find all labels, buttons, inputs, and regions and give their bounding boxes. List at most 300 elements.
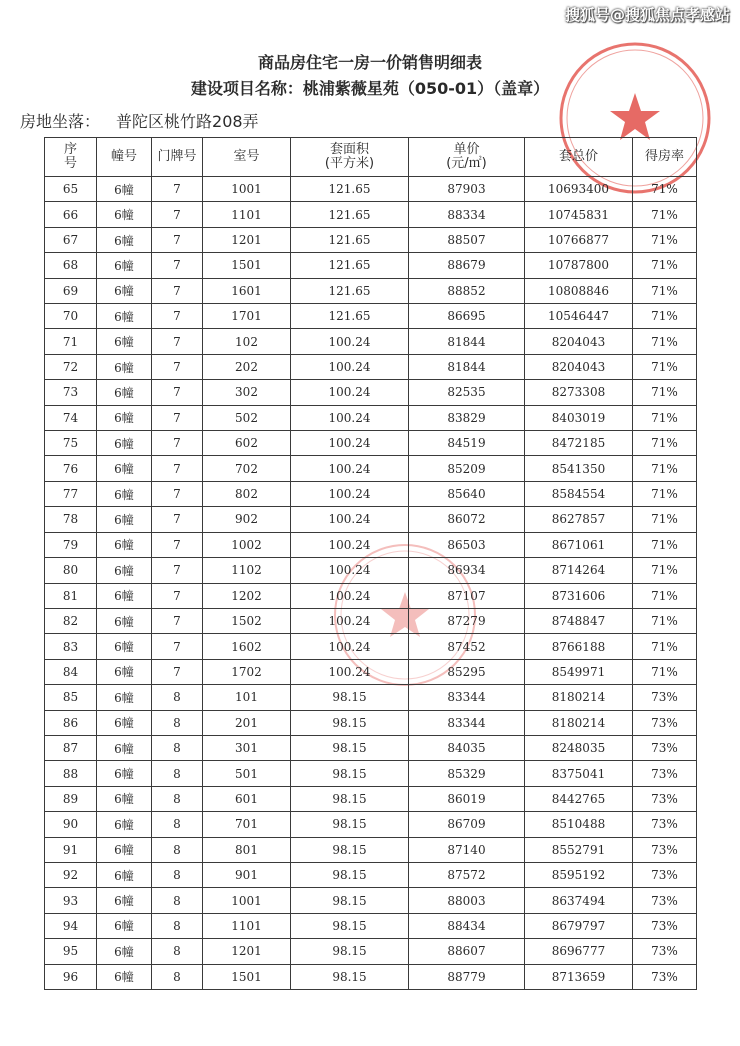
table-header-row [45,138,697,177]
cell-unit-price: 87452 [409,634,525,659]
cell-unit-price: 86019 [409,786,525,811]
cell-room: 1101 [203,202,291,227]
cell-room: 602 [203,431,291,456]
header-area: 套面积 (平方米) [291,138,409,177]
cell-seq: 84 [45,659,97,684]
cell-building: 6幢 [97,761,152,786]
table-row [45,761,697,786]
cell-area: 98.15 [291,735,409,760]
cell-unit-price: 86709 [409,812,525,837]
cell-seq: 79 [45,532,97,557]
cell-efficiency: 71% [633,177,697,202]
cell-unit-price: 88507 [409,227,525,252]
cell-unit-price: 86695 [409,304,525,329]
cell-total-price: 8671061 [525,532,633,557]
cell-door: 8 [152,964,203,989]
cell-room: 101 [203,685,291,710]
cell-building: 6幢 [97,532,152,557]
cell-area: 98.15 [291,862,409,887]
cell-unit-price: 81844 [409,354,525,379]
cell-room: 801 [203,837,291,862]
table-row [45,583,697,608]
cell-door: 7 [152,227,203,252]
cell-unit-price: 86503 [409,532,525,557]
table-row [45,253,697,278]
table-row [45,354,697,379]
cell-efficiency: 73% [633,939,697,964]
table-row [45,278,697,303]
cell-efficiency: 73% [633,786,697,811]
cell-building: 6幢 [97,558,152,583]
table-row [45,634,697,659]
cell-unit-price: 87572 [409,862,525,887]
cell-building: 6幢 [97,202,152,227]
cell-room: 1702 [203,659,291,684]
cell-room: 1501 [203,253,291,278]
cell-door: 8 [152,761,203,786]
table-row [45,532,697,557]
cell-total-price: 10766877 [525,227,633,252]
cell-door: 7 [152,253,203,278]
cell-total-price: 8731606 [525,583,633,608]
cell-seq: 81 [45,583,97,608]
cell-area: 100.24 [291,558,409,583]
property-location [20,109,259,132]
cell-building: 6幢 [97,405,152,430]
cell-area: 98.15 [291,964,409,989]
cell-unit-price: 87140 [409,837,525,862]
cell-total-price: 8748847 [525,608,633,633]
cell-efficiency: 71% [633,304,697,329]
cell-efficiency: 73% [633,812,697,837]
cell-door: 8 [152,812,203,837]
cell-seq: 89 [45,786,97,811]
header-total-price: 套总价 [525,138,633,177]
cell-building: 6幢 [97,253,152,278]
cell-room: 1701 [203,304,291,329]
cell-unit-price: 86072 [409,507,525,532]
cell-area: 98.15 [291,888,409,913]
cell-unit-price: 86934 [409,558,525,583]
cell-door: 7 [152,354,203,379]
cell-total-price: 8248035 [525,735,633,760]
cell-efficiency: 71% [633,227,697,252]
cell-door: 7 [152,659,203,684]
cell-door: 8 [152,786,203,811]
cell-area: 100.24 [291,405,409,430]
table-row [45,913,697,938]
cell-efficiency: 71% [633,558,697,583]
cell-efficiency: 71% [633,405,697,430]
cell-total-price: 8403019 [525,405,633,430]
cell-seq: 93 [45,888,97,913]
cell-total-price: 8549971 [525,659,633,684]
cell-unit-price: 88334 [409,202,525,227]
cell-building: 6幢 [97,812,152,837]
cell-building: 6幢 [97,710,152,735]
cell-total-price: 10693400 [525,177,633,202]
cell-building: 6幢 [97,888,152,913]
cell-room: 1001 [203,177,291,202]
cell-seq: 85 [45,685,97,710]
cell-room: 1001 [203,888,291,913]
cell-efficiency: 71% [633,253,697,278]
cell-building: 6幢 [97,481,152,506]
cell-seq: 90 [45,812,97,837]
cell-building: 6幢 [97,685,152,710]
cell-room: 1502 [203,608,291,633]
table-row [45,304,697,329]
cell-efficiency: 71% [633,431,697,456]
cell-total-price: 8552791 [525,837,633,862]
cell-seq: 78 [45,507,97,532]
cell-door: 7 [152,532,203,557]
cell-efficiency: 71% [633,583,697,608]
cell-door: 7 [152,177,203,202]
cell-efficiency: 73% [633,862,697,887]
cell-total-price: 8713659 [525,964,633,989]
cell-unit-price: 88607 [409,939,525,964]
table-row [45,786,697,811]
table-row [45,227,697,252]
cell-door: 7 [152,481,203,506]
cell-door: 7 [152,456,203,481]
cell-area: 100.24 [291,431,409,456]
cell-area: 100.24 [291,659,409,684]
cell-building: 6幢 [97,227,152,252]
cell-total-price: 10808846 [525,278,633,303]
cell-area: 98.15 [291,685,409,710]
cell-building: 6幢 [97,659,152,684]
cell-building: 6幢 [97,786,152,811]
cell-building: 6幢 [97,583,152,608]
cell-total-price: 10745831 [525,202,633,227]
cell-unit-price: 88003 [409,888,525,913]
cell-unit-price: 81844 [409,329,525,354]
table-row [45,431,697,456]
cell-unit-price: 87107 [409,583,525,608]
cell-building: 6幢 [97,913,152,938]
cell-seq: 65 [45,177,97,202]
cell-efficiency: 71% [633,456,697,481]
header-door: 门牌号 [152,138,203,177]
table-row [45,939,697,964]
cell-seq: 66 [45,202,97,227]
cell-efficiency: 71% [633,202,697,227]
cell-efficiency: 73% [633,761,697,786]
cell-building: 6幢 [97,329,152,354]
cell-door: 7 [152,202,203,227]
cell-seq: 76 [45,456,97,481]
cell-seq: 77 [45,481,97,506]
cell-unit-price: 88679 [409,253,525,278]
cell-building: 6幢 [97,431,152,456]
cell-room: 501 [203,761,291,786]
cell-building: 6幢 [97,964,152,989]
cell-total-price: 8541350 [525,456,633,481]
cell-efficiency: 71% [633,532,697,557]
cell-total-price: 8714264 [525,558,633,583]
cell-building: 6幢 [97,735,152,760]
watermark: 搜狐号@搜狐焦点孝感站 [564,6,730,24]
cell-total-price: 8180214 [525,710,633,735]
cell-seq: 82 [45,608,97,633]
cell-room: 1602 [203,634,291,659]
cell-unit-price: 83344 [409,710,525,735]
cell-building: 6幢 [97,278,152,303]
cell-seq: 87 [45,735,97,760]
cell-door: 7 [152,558,203,583]
cell-area: 121.65 [291,202,409,227]
cell-door: 8 [152,862,203,887]
cell-building: 6幢 [97,380,152,405]
cell-unit-price: 85329 [409,761,525,786]
table-row [45,964,697,989]
table-row [45,380,697,405]
cell-area: 121.65 [291,278,409,303]
cell-area: 121.65 [291,304,409,329]
cell-efficiency: 73% [633,913,697,938]
table-row [45,456,697,481]
cell-seq: 80 [45,558,97,583]
cell-total-price: 8510488 [525,812,633,837]
cell-area: 100.24 [291,456,409,481]
cell-door: 7 [152,634,203,659]
cell-total-price: 8637494 [525,888,633,913]
cell-unit-price: 84035 [409,735,525,760]
cell-door: 8 [152,710,203,735]
cell-building: 6幢 [97,177,152,202]
cell-building: 6幢 [97,862,152,887]
cell-seq: 71 [45,329,97,354]
cell-area: 100.24 [291,481,409,506]
cell-total-price: 8595192 [525,862,633,887]
table-row [45,710,697,735]
cell-building: 6幢 [97,507,152,532]
cell-seq: 70 [45,304,97,329]
cell-area: 100.24 [291,354,409,379]
cell-door: 8 [152,939,203,964]
cell-area: 100.24 [291,634,409,659]
table-row [45,812,697,837]
cell-total-price: 8375041 [525,761,633,786]
cell-total-price: 8627857 [525,507,633,532]
cell-area: 100.24 [291,532,409,557]
cell-room: 302 [203,380,291,405]
cell-room: 202 [203,354,291,379]
cell-unit-price: 88434 [409,913,525,938]
cell-door: 7 [152,329,203,354]
cell-area: 98.15 [291,761,409,786]
table-row [45,558,697,583]
cell-room: 901 [203,862,291,887]
header-building: 幢号 [97,138,152,177]
cell-efficiency: 73% [633,710,697,735]
cell-unit-price: 84519 [409,431,525,456]
cell-unit-price: 85209 [409,456,525,481]
cell-unit-price: 85295 [409,659,525,684]
cell-door: 7 [152,507,203,532]
cell-room: 1601 [203,278,291,303]
location-label: 房地坐落： [20,112,101,131]
cell-door: 7 [152,405,203,430]
cell-area: 98.15 [291,786,409,811]
cell-area: 100.24 [291,329,409,354]
cell-total-price: 8204043 [525,354,633,379]
cell-efficiency: 73% [633,888,697,913]
cell-seq: 69 [45,278,97,303]
cell-seq: 73 [45,380,97,405]
cell-room: 1201 [203,227,291,252]
table-row [45,202,697,227]
header-efficiency: 得房率 [633,138,697,177]
cell-seq: 75 [45,431,97,456]
cell-total-price: 8273308 [525,380,633,405]
document-title: 商品房住宅一房一价销售明细表 [257,53,482,72]
cell-efficiency: 71% [633,380,697,405]
cell-unit-price: 88779 [409,964,525,989]
table-row [45,329,697,354]
cell-room: 502 [203,405,291,430]
cell-room: 701 [203,812,291,837]
cell-total-price: 8204043 [525,329,633,354]
cell-seq: 92 [45,862,97,887]
cell-total-price: 10787800 [525,253,633,278]
cell-efficiency: 73% [633,964,697,989]
cell-room: 1002 [203,532,291,557]
cell-area: 100.24 [291,583,409,608]
cell-seq: 83 [45,634,97,659]
cell-unit-price: 82535 [409,380,525,405]
cell-total-price: 8180214 [525,685,633,710]
cell-building: 6幢 [97,634,152,659]
cell-seq: 88 [45,761,97,786]
cell-room: 102 [203,329,291,354]
header-room: 室号 [203,138,291,177]
cell-room: 802 [203,481,291,506]
cell-seq: 72 [45,354,97,379]
cell-total-price: 8679797 [525,913,633,938]
cell-area: 100.24 [291,507,409,532]
table-row [45,405,697,430]
table-row [45,481,697,506]
cell-building: 6幢 [97,304,152,329]
cell-area: 98.15 [291,939,409,964]
cell-room: 301 [203,735,291,760]
cell-area: 98.15 [291,812,409,837]
cell-total-price: 8766188 [525,634,633,659]
cell-area: 98.15 [291,837,409,862]
header-seq: 序 号 [45,138,97,177]
cell-seq: 86 [45,710,97,735]
cell-area: 121.65 [291,253,409,278]
cell-efficiency: 73% [633,685,697,710]
table-row [45,507,697,532]
cell-building: 6幢 [97,354,152,379]
header-unit-price: 单价 (元/㎡) [409,138,525,177]
cell-efficiency: 71% [633,278,697,303]
cell-door: 8 [152,735,203,760]
cell-efficiency: 71% [633,354,697,379]
cell-area: 100.24 [291,608,409,633]
cell-room: 702 [203,456,291,481]
sales-table [44,137,697,990]
cell-total-price: 8696777 [525,939,633,964]
cell-seq: 95 [45,939,97,964]
cell-door: 8 [152,837,203,862]
cell-total-price: 10546447 [525,304,633,329]
cell-efficiency: 71% [633,634,697,659]
cell-door: 7 [152,380,203,405]
cell-seq: 74 [45,405,97,430]
cell-unit-price: 88852 [409,278,525,303]
cell-building: 6幢 [97,837,152,862]
cell-area: 98.15 [291,913,409,938]
cell-unit-price: 87279 [409,608,525,633]
cell-efficiency: 71% [633,481,697,506]
cell-unit-price: 87903 [409,177,525,202]
cell-seq: 96 [45,964,97,989]
cell-door: 7 [152,583,203,608]
location-value: 普陀区桃竹路208弄 [116,112,259,131]
cell-efficiency: 71% [633,507,697,532]
cell-unit-price: 83344 [409,685,525,710]
project-name: 建设项目名称：桃浦紫薇星苑（050-01）（盖章） [190,79,550,98]
cell-building: 6幢 [97,456,152,481]
cell-total-price: 8442765 [525,786,633,811]
cell-area: 121.65 [291,227,409,252]
cell-unit-price: 85640 [409,481,525,506]
cell-area: 98.15 [291,710,409,735]
cell-door: 8 [152,913,203,938]
table-row [45,659,697,684]
table-row [45,608,697,633]
cell-area: 121.65 [291,177,409,202]
table-row [45,685,697,710]
cell-door: 8 [152,685,203,710]
cell-room: 1201 [203,939,291,964]
cell-efficiency: 73% [633,837,697,862]
cell-room: 902 [203,507,291,532]
cell-efficiency: 71% [633,659,697,684]
cell-total-price: 8472185 [525,431,633,456]
cell-seq: 67 [45,227,97,252]
cell-efficiency: 71% [633,608,697,633]
cell-efficiency: 71% [633,329,697,354]
cell-total-price: 8584554 [525,481,633,506]
cell-room: 601 [203,786,291,811]
cell-unit-price: 83829 [409,405,525,430]
cell-door: 7 [152,278,203,303]
table-row [45,735,697,760]
cell-seq: 91 [45,837,97,862]
cell-building: 6幢 [97,608,152,633]
cell-door: 7 [152,608,203,633]
cell-efficiency: 73% [633,735,697,760]
table-row [45,862,697,887]
table-row [45,177,697,202]
cell-seq: 68 [45,253,97,278]
table-row [45,888,697,913]
table-row [45,837,697,862]
cell-door: 8 [152,888,203,913]
cell-room: 1501 [203,964,291,989]
cell-door: 7 [152,304,203,329]
cell-seq: 94 [45,913,97,938]
cell-door: 7 [152,431,203,456]
cell-room: 201 [203,710,291,735]
cell-room: 1102 [203,558,291,583]
